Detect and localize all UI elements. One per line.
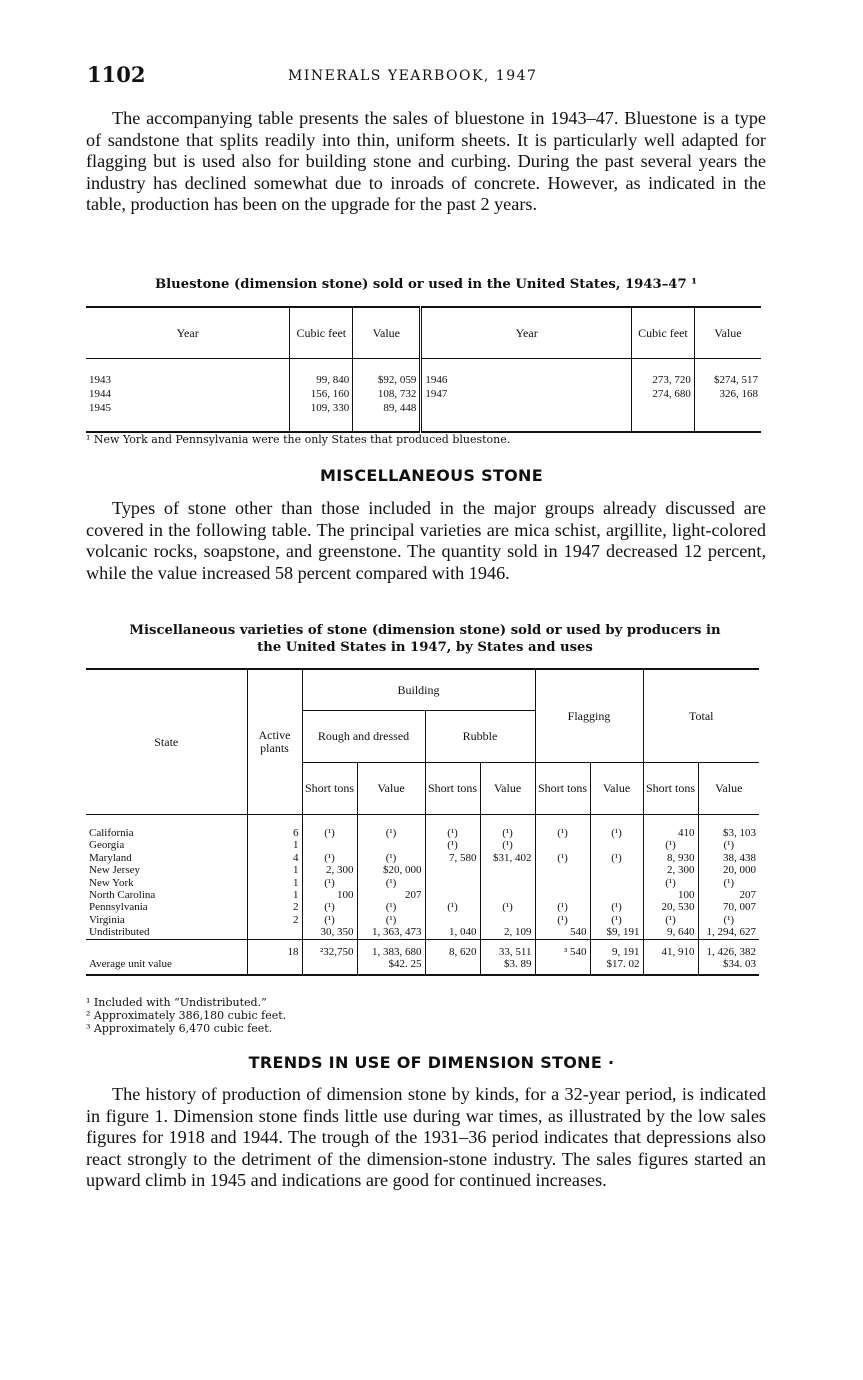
average-label: Average unit value: [86, 958, 247, 975]
table-row: [86, 815, 759, 840]
misc-caption-line2: the United States in 1947, by States and uses: [257, 640, 593, 655]
table-row: [86, 852, 759, 864]
value-cell: (¹): [302, 815, 357, 840]
empty-cell: [247, 958, 302, 975]
state-cell: Virginia: [89, 913, 125, 926]
total-cell: 1, 426, 382: [698, 939, 759, 958]
empty-cell: [425, 958, 480, 975]
misc-paragraph: [86, 498, 766, 584]
trends-section-title: TRENDS IN USE OF DIMENSION STONE ·: [248, 1053, 615, 1072]
value-cell: (¹): [480, 839, 535, 851]
bluestone-table: [86, 306, 761, 433]
table-row: [86, 926, 759, 939]
value-cell: 20, 530: [643, 901, 698, 913]
year-cell: 1945: [86, 401, 290, 432]
col-value: Value: [480, 763, 535, 815]
value-cell: (¹): [643, 877, 698, 889]
footnote-1: ¹ Included with “Undistributed.”: [86, 996, 267, 1009]
total-cell: ²32,750: [302, 939, 357, 958]
cubic-feet-cell: 99, 840: [290, 359, 353, 388]
footnote-2: ² Approximately 386,180 cubic feet.: [86, 1009, 287, 1022]
value-cell: (¹): [357, 914, 425, 926]
year-cell: 1944: [89, 388, 111, 400]
cubic-feet-cell: 274, 680: [631, 387, 694, 401]
value-cell: [590, 839, 643, 851]
value-cell: 1, 294, 627: [698, 926, 759, 939]
value-cell: (¹): [698, 877, 759, 889]
col-flagging: Flagging: [535, 669, 643, 763]
value-cell: (¹): [535, 815, 590, 840]
empty-cell: [302, 958, 357, 975]
value-cell: (¹): [425, 901, 480, 913]
value-cell: $20, 000: [357, 864, 425, 876]
plants-cell: 1: [247, 864, 302, 876]
value-cell: [535, 877, 590, 889]
col-cubic-feet: Cubic feet: [290, 307, 353, 359]
value-cell: 108, 732: [353, 387, 421, 401]
value-cell: 20, 000: [698, 864, 759, 876]
average-value-cell: $17. 02: [590, 958, 643, 975]
state-cell: New Jersey: [89, 864, 141, 877]
value-cell: $3, 103: [698, 815, 759, 840]
value-cell: [357, 839, 425, 851]
value-cell: (¹): [425, 815, 480, 840]
value-cell: (¹): [643, 914, 698, 926]
page-number: 1102: [87, 62, 146, 87]
empty-cell: [535, 958, 590, 975]
table-row: [86, 901, 759, 913]
value-cell: [302, 839, 357, 851]
value-cell: [590, 864, 643, 876]
value-cell: 2, 300: [643, 864, 698, 876]
cubic-feet-cell: 273, 720: [631, 359, 694, 388]
value-cell: (¹): [302, 901, 357, 913]
col-value-2: Value: [694, 307, 761, 359]
empty-cell: [421, 401, 632, 432]
value-cell: 38, 438: [698, 852, 759, 864]
total-cell: 41, 910: [643, 939, 698, 958]
value-cell: (¹): [480, 901, 535, 913]
table-row: [86, 387, 761, 401]
intro-text: The accompanying table presents the sales of bluestone in 1943–47. Bluestone is a type of sandstone that splits readily into thin, uniform sheets. It is particularly well adapted for flagging but is used also for building stone and curbing. During the past several years the industry has declined somewhat due to inroads of concrete. However, as indicated in the table, production has been on the upgrade for the past 2 years.: [86, 108, 766, 215]
value-cell: (¹): [357, 852, 425, 864]
year-cell: 1946: [421, 359, 632, 388]
empty-cell: [631, 401, 694, 432]
misc-caption-line1: Miscellaneous varieties of stone (dimension stone) sold or used by producers in: [129, 623, 721, 638]
value-cell: [535, 864, 590, 876]
value-cell: (¹): [590, 852, 643, 864]
value-cell: 326, 168: [694, 387, 761, 401]
total-cell: 8, 620: [425, 939, 480, 958]
value-cell: 2, 109: [480, 926, 535, 939]
col-short-tons: Short tons: [643, 763, 698, 815]
col-value: Value: [590, 763, 643, 815]
plants-cell: [247, 926, 302, 939]
table-row: [86, 401, 761, 432]
value-cell: (¹): [535, 901, 590, 913]
footnote-3: ³ Approximately 6,470 cubic feet.: [86, 1022, 273, 1035]
value-cell: 9, 640: [643, 926, 698, 939]
table-row: [86, 877, 759, 889]
cubic-feet-cell: 109, 330: [290, 401, 353, 432]
value-cell: 8, 930: [643, 852, 698, 864]
state-cell: California: [89, 827, 134, 839]
value-cell: 207: [698, 889, 759, 901]
value-cell: 89, 448: [353, 401, 421, 432]
intro-paragraph: [86, 108, 766, 216]
col-short-tons: Short tons: [535, 763, 590, 815]
plants-cell: 2: [247, 901, 302, 913]
value-cell: (¹): [643, 839, 698, 851]
value-cell: (¹): [302, 914, 357, 926]
table-row: [86, 914, 759, 926]
value-cell: 410: [643, 815, 698, 840]
value-cell: [425, 877, 480, 889]
empty-cell: [643, 958, 698, 975]
col-short-tons: Short tons: [425, 763, 480, 815]
value-cell: 70, 007: [698, 901, 759, 913]
total-cell: 9, 191: [590, 939, 643, 958]
value-cell: [425, 889, 480, 901]
value-cell: $9, 191: [590, 926, 643, 939]
plants-cell: 6: [247, 815, 302, 840]
cubic-feet-cell: 156, 160: [290, 387, 353, 401]
total-row: [86, 939, 759, 958]
value-cell: [480, 864, 535, 876]
state-cell: Georgia: [89, 839, 125, 852]
average-value-cell: $3. 89: [480, 958, 535, 975]
state-cell: North Carolina: [89, 889, 156, 902]
table-row: [86, 864, 759, 876]
value-cell: (¹): [590, 901, 643, 913]
value-cell: (¹): [357, 901, 425, 913]
empty-cell: [86, 939, 247, 958]
total-cell: ³ 540: [535, 939, 590, 958]
plants-cell: 1: [247, 877, 302, 889]
col-short-tons: Short tons: [302, 763, 357, 815]
col-cubic-feet-2: Cubic feet: [631, 307, 694, 359]
average-value-cell: $42. 25: [357, 958, 425, 975]
value-cell: 7, 580: [425, 852, 480, 864]
misc-text: Types of stone other than those included in the major groups already discussed are covered in the following table. The principal varieties are mica schist, argillite, light-colored volcanic rocks, soapstone, and greenstone. The quantity sold in 1947 decreased 12 percent, while the value increased 58 percent compared with 1946.: [86, 498, 766, 583]
plants-cell: 1: [247, 889, 302, 901]
trends-paragraph: [86, 1084, 766, 1192]
col-value: Value: [353, 307, 421, 359]
value-cell: (¹): [357, 877, 425, 889]
value-cell: (¹): [425, 839, 480, 851]
col-total: Total: [643, 669, 759, 763]
table-row: [86, 889, 759, 901]
misc-section-title: MISCELLANEOUS STONE: [320, 466, 543, 485]
value-cell: 207: [357, 889, 425, 901]
value-cell: 30, 350: [302, 926, 357, 939]
value-cell: [535, 889, 590, 901]
bluestone-footnote: ¹ New York and Pennsylvania were the only States that produced bluestone.: [86, 433, 511, 446]
table-row: [86, 839, 759, 851]
value-cell: (¹): [480, 815, 535, 840]
col-rough-dressed: Rough and dressed: [302, 711, 425, 763]
running-title: MINERALS YEARBOOK, 1947: [288, 68, 538, 84]
value-cell: [590, 889, 643, 901]
value-cell: $31, 402: [480, 852, 535, 864]
value-cell: [425, 914, 480, 926]
value-cell: $274, 517: [694, 359, 761, 388]
total-cell: 1, 383, 680: [357, 939, 425, 958]
value-cell: [425, 864, 480, 876]
state-cell: Undistributed: [89, 926, 150, 939]
value-cell: [480, 914, 535, 926]
plants-cell: 2: [247, 914, 302, 926]
trends-text: The history of production of dimension stone by kinds, for a 32-year period, is indicated in figure 1. Dimension stone finds little use during war times, as illustrated by the low sales figures for 1918 and 1944. The trough of the 1931–36 period indicates that depressions also react strongly to the detriment of the dimension-stone industry. The sales figures started an upward climb in 1945 and indications are good for continued increases.: [86, 1084, 766, 1191]
value-cell: 100: [643, 889, 698, 901]
col-state: State: [86, 669, 247, 815]
misc-table-body: [86, 815, 759, 976]
col-active-plants: Active plants: [247, 669, 302, 815]
value-cell: [590, 877, 643, 889]
year-cell: 1943: [89, 374, 111, 386]
value-cell: (¹): [590, 914, 643, 926]
state-cell: Maryland: [89, 851, 132, 864]
average-row: [86, 958, 759, 975]
value-cell: 1, 040: [425, 926, 480, 939]
table-row: [86, 359, 761, 388]
value-cell: (¹): [535, 852, 590, 864]
value-cell: (¹): [302, 852, 357, 864]
empty-cell: [694, 401, 761, 432]
col-year: Year: [86, 307, 290, 359]
value-cell: [480, 877, 535, 889]
value-cell: [480, 889, 535, 901]
plants-cell: 4: [247, 852, 302, 864]
col-year-2: Year: [421, 307, 632, 359]
value-cell: $92, 059: [353, 359, 421, 388]
bluestone-table-caption: Bluestone (dimension stone) sold or used in the United States, 1943–47 ¹: [154, 277, 698, 292]
value-cell: (¹): [302, 877, 357, 889]
year-cell: 1947: [421, 387, 632, 401]
state-cell: Pennsylvania: [89, 901, 148, 914]
value-cell: (¹): [535, 914, 590, 926]
value-cell: (¹): [590, 815, 643, 840]
value-cell: (¹): [357, 815, 425, 840]
value-cell: 1, 363, 473: [357, 926, 425, 939]
total-cell: 33, 511: [480, 939, 535, 958]
state-cell: New York: [89, 876, 134, 889]
value-cell: (¹): [698, 839, 759, 851]
misc-footnotes: [86, 996, 286, 1035]
col-value: Value: [698, 763, 759, 815]
misc-table-caption: [80, 622, 770, 656]
plants-total-cell: 18: [247, 939, 302, 958]
value-cell: 100: [302, 889, 357, 901]
col-building: Building: [302, 669, 535, 711]
value-cell: (¹): [698, 914, 759, 926]
value-cell: [535, 839, 590, 851]
col-rubble: Rubble: [425, 711, 535, 763]
value-cell: 2, 300: [302, 864, 357, 876]
plants-cell: 1: [247, 839, 302, 851]
value-cell: 540: [535, 926, 590, 939]
misc-table: [86, 668, 759, 976]
col-value: Value: [357, 763, 425, 815]
average-value-cell: $34. 03: [698, 958, 759, 975]
